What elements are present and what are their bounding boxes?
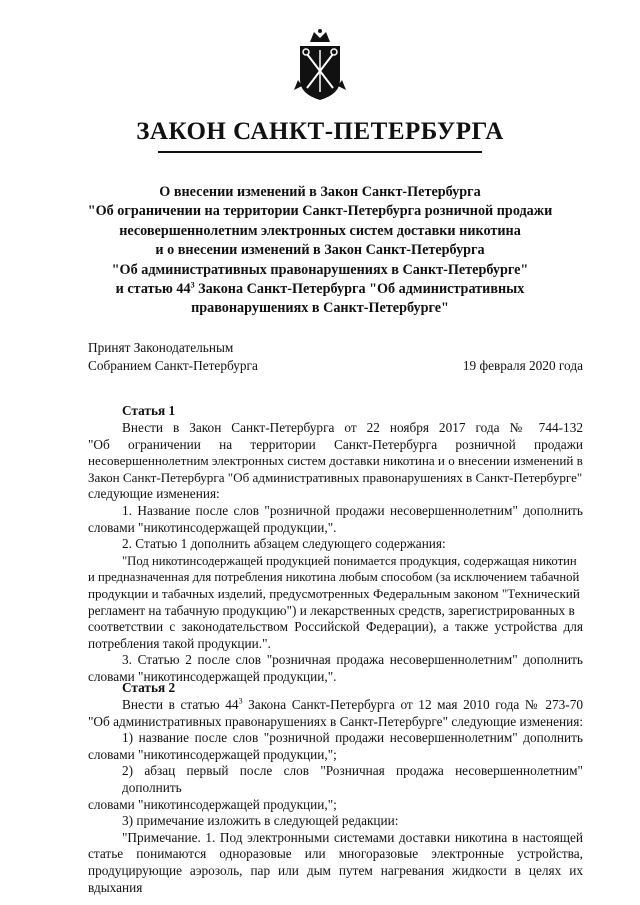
heading-line: правонарушениях в Санкт-Петербурге" bbox=[191, 300, 449, 317]
article-1-line: 1. Название после слов "розничной продажи несовершеннолетним" дополнить bbox=[122, 502, 583, 518]
article-2-line bbox=[88, 697, 583, 714]
article-1-line: продукции и табачных изделий, предусмотренных Федеральным законом "Технический bbox=[88, 585, 580, 601]
article-2-line: 3) примечание изложить в следующей редакции: bbox=[122, 813, 399, 829]
adoption-date: 19 февраля 2020 года bbox=[462, 358, 583, 373]
article-1-line: соответствии с законодательством Российской Федерации), а также устройства для bbox=[88, 619, 583, 635]
law-title: ЗАКОН САНКТ-ПЕТЕРБУРГА bbox=[136, 118, 504, 145]
heading-line-part: и статью 44 bbox=[115, 281, 191, 298]
article-2-line: продуцирующие аэрозоль, пар или дым путем нагревания жидкости в целях их вдыхания bbox=[88, 862, 583, 895]
article-1-line: "Под никотинсодержащей продукцией понимается продукция, содержащая никотин bbox=[122, 553, 577, 568]
article-2-body bbox=[88, 697, 583, 896]
article-1-line: Закон Санкт-Петербурга "Об административных правонарушениях в Санкт-Петербурге" bbox=[88, 469, 583, 485]
article-2-line-part: Закона Санкт-Петербурга от 12 мая 2010 года № 273-70 bbox=[242, 697, 584, 712]
article-1-line: следующие изменения: bbox=[88, 486, 220, 502]
article-1-body bbox=[88, 420, 583, 686]
article-1-title: Статья 1 bbox=[122, 403, 176, 418]
article-2-line: 1) название после слов "розничной продажи несовершеннолетним" дополнить bbox=[122, 730, 583, 746]
article-2-superscript: 3 bbox=[238, 696, 243, 706]
article-2-line: "Примечание. 1. Под электронными системами доставки никотина в настоящей bbox=[122, 829, 583, 845]
article-1-line: словами "никотинсодержащей продукции,". bbox=[88, 519, 337, 535]
adoption-info bbox=[88, 339, 258, 375]
law-heading bbox=[70, 183, 570, 319]
article-2-line: словами "никотинсодержащей продукции,"; bbox=[88, 746, 337, 762]
heading-line-part: Закона Санкт-Петербурга "Об административных bbox=[194, 281, 525, 298]
title-divider bbox=[158, 151, 482, 153]
heading-line: несовершеннолетним электронных систем доставки никотина bbox=[119, 222, 521, 239]
article-1-line: несовершеннолетним электронных систем доставки никотина и о внесении изменений в bbox=[88, 453, 583, 469]
article-2-line-part: Внести в статью 44 bbox=[122, 697, 239, 712]
adoption-line: Собранием Санкт-Петербурга bbox=[88, 358, 258, 373]
heading-line: "Об ограничении на территории Санкт-Петербурга розничной продажи bbox=[87, 203, 553, 220]
article-1-line: регламент на табачную продукцию") и лекарственных средств, зарегистрированных в bbox=[88, 602, 575, 618]
heading-superscript: 3 bbox=[190, 280, 195, 290]
article-1-line: "Об ограничении на территории Санкт-Петербурга розничной продажи bbox=[88, 436, 583, 452]
article-2-line: словами "никотинсодержащей продукции,"; bbox=[88, 796, 337, 812]
article-1-line: словами "никотинсодержащей продукции,". bbox=[88, 668, 337, 684]
article-1-line: Внести в Закон Санкт-Петербурга от 22 ноября 2017 года № 744-132 bbox=[122, 420, 583, 435]
article-1-line: потребления такой продукции.". bbox=[88, 635, 271, 651]
article-1-line: 3. Статью 2 после слов "розничная продажа несовершеннолетним" дополнить bbox=[122, 652, 583, 668]
heading-line: О внесении изменений в Закон Санкт-Петербурга bbox=[159, 184, 481, 200]
heading-line: и о внесении изменений в Закон Санкт-Петербурга bbox=[155, 242, 485, 259]
adoption-line: Принят Законодательным bbox=[88, 340, 234, 355]
article-1-line: 2. Статью 1 дополнить абзацем следующего содержания: bbox=[122, 536, 446, 552]
coat-of-arms-icon bbox=[292, 28, 348, 108]
article-2-line: 2) абзац первый после слов "Розничная продажа несовершеннолетним" дополнить bbox=[122, 763, 583, 795]
article-2-title: Статья 2 bbox=[122, 680, 176, 695]
heading-line: "Об административных правонарушениях в Санкт-Петербурге" bbox=[111, 261, 529, 278]
heading-line bbox=[70, 280, 570, 299]
article-2-line: статье понимаются одноразовые или многоразовые электронные устройства, bbox=[88, 846, 583, 862]
article-2-line: "Об административных правонарушениях в Санкт-Петербурге" следующие изменения: bbox=[88, 713, 584, 729]
article-1-line: и предназначенная для потребления никотина любым способом (за исключением табачной bbox=[88, 570, 580, 585]
